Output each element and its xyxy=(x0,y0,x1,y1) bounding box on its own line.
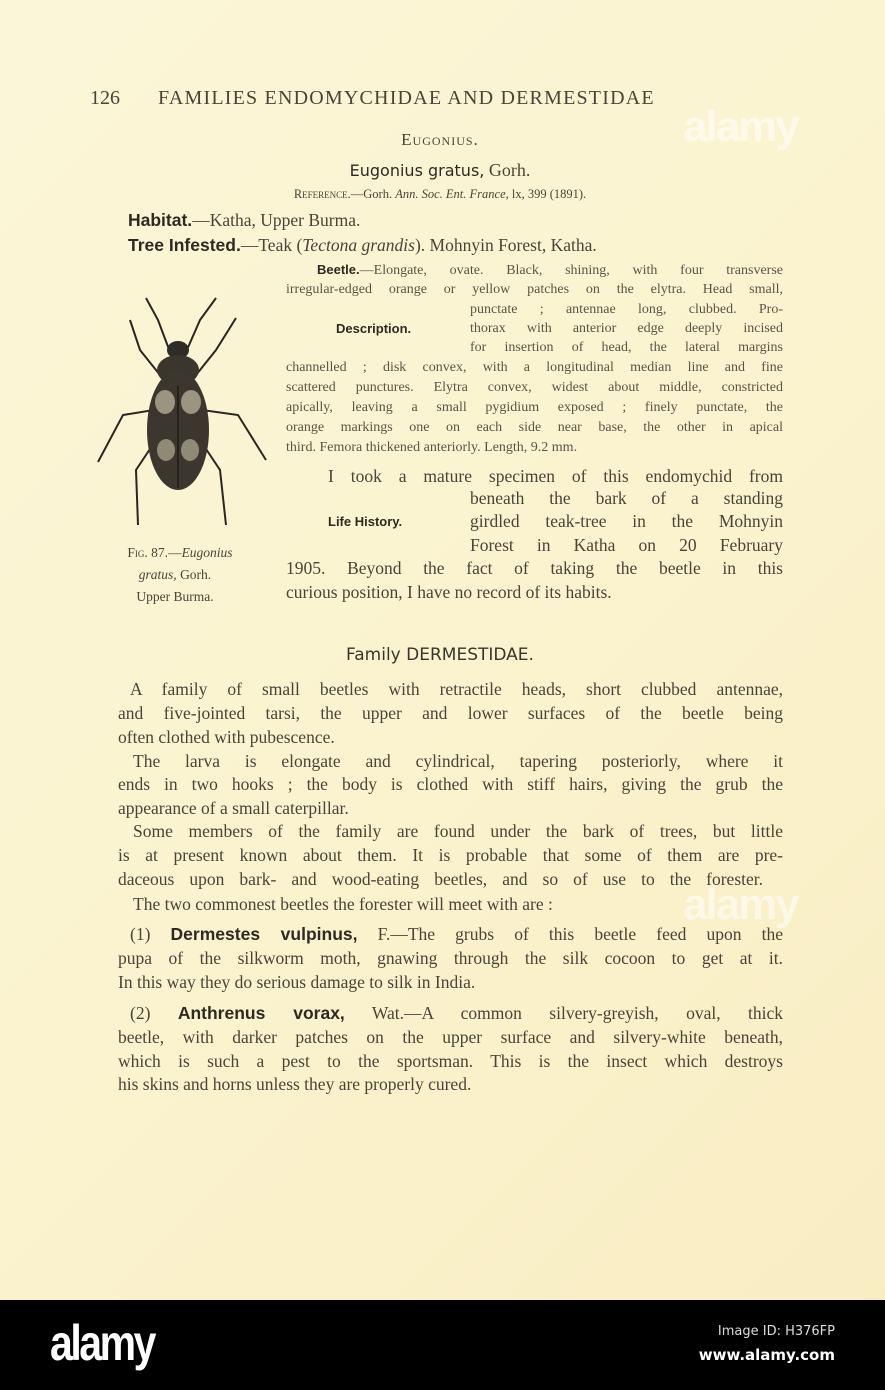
species-entry-line xyxy=(130,1002,783,1024)
beetle-label: Beetle. xyxy=(317,262,360,277)
description-line: scattered punctures. Elytra convex, widest about middle, constricted xyxy=(286,380,783,395)
species-entry-line: beetle, with darker patches on the upper surface and silvery-white beneath, xyxy=(118,1027,783,1047)
habitat-text: —Katha, Upper Burma. xyxy=(192,210,361,230)
species-heading xyxy=(240,159,640,181)
paragraph-line: and five-jointed tarsi, the upper and lower surfaces of the beetle being xyxy=(118,703,783,723)
figure-locality: Upper Burma. xyxy=(136,589,214,604)
tree-latin: Tectona grandis xyxy=(302,235,415,255)
description-line: irregular-edged orange or yellow patches on the elytra. Head small, xyxy=(286,282,783,297)
running-title: FAMILIES ENDOMYCHIDAE AND DERMESTIDAE xyxy=(158,87,655,109)
tree-label: Tree Infested. xyxy=(128,235,241,255)
paragraph-line: The two commonest beetles the forester will meet with are : xyxy=(133,894,553,914)
life-history-line: I took a mature specimen of this endomychid from xyxy=(328,466,783,486)
genus-title: Eugonius. xyxy=(401,130,479,149)
alamy-logo: alamy xyxy=(50,1315,154,1371)
paragraph-line: often clothed with pubescence. xyxy=(118,727,335,747)
life-history-line: beneath the bark of a standing xyxy=(470,488,783,508)
figure-genus: Eugonius xyxy=(181,545,233,560)
description-line: third. Femora thickened anteriorly. Length, 9.2 mm. xyxy=(286,440,578,455)
paragraph-line: is at present known about them. It is probable that some of them are pre- xyxy=(118,845,783,865)
beetle-illustration xyxy=(88,290,273,535)
website-link[interactable]: www.alamy.com xyxy=(698,1346,835,1364)
watermark: alamy xyxy=(683,880,798,929)
species-entry-line: pupa of the silkworm moth, gnawing through the silk cocoon to get at it. xyxy=(118,948,783,968)
entry-species-name: Dermestes vulpinus, xyxy=(170,924,358,944)
species-entry-line: which is such a pest to the sportsman. This is the insect which destroys xyxy=(118,1051,783,1071)
description-line: orange markings one on each side near base, the other in apical xyxy=(286,420,783,435)
entry-text: F.—The grubs of this beetle feed upon the xyxy=(357,924,783,944)
entry-number: (2) xyxy=(130,1003,178,1023)
reference-author: —Gorh. xyxy=(350,187,396,201)
habitat-line xyxy=(128,209,360,231)
paragraph-line: daceous upon bark- and wood-eating beetles, and so of use to the forester. xyxy=(118,869,763,889)
paragraph-line: The larva is elongate and cylindrical, tapering posteriorly, where it xyxy=(133,751,783,771)
figure-species: gratus, xyxy=(138,567,177,582)
description-line: punctate ; antennae long, clubbed. Pro- xyxy=(470,302,783,317)
figure-author: Gorh. xyxy=(176,567,212,582)
description-line xyxy=(317,259,783,281)
habitat-label: Habitat. xyxy=(128,210,193,230)
description-line: apically, leaving a small pygidium exposed ; finely punctate, the xyxy=(286,400,783,415)
tree-text: —Teak ( xyxy=(240,235,303,255)
figure-label: Fig. 87.— xyxy=(127,545,182,560)
paragraph-line: ends in two hooks ; the body is clothed with stiff hairs, giving the grub the xyxy=(118,774,783,794)
species-entry-line xyxy=(130,923,783,945)
species-entry-line: his skins and horns unless they are properly cured. xyxy=(118,1074,472,1094)
species-entry-line: In this way they do serious damage to silk in India. xyxy=(118,972,476,992)
tree-infested-line xyxy=(128,234,597,256)
description-side-label: Description. xyxy=(336,321,412,336)
image-id: Image ID: H376FP xyxy=(717,1324,835,1339)
figure-caption-line-2 xyxy=(95,564,255,586)
paragraph-line: A family of small beetles with retractile heads, short clubbed antennae, xyxy=(130,679,783,699)
paragraph-line: appearance of a small caterpillar. xyxy=(118,798,349,818)
description-text: —Elongate, ovate. Black, shining, with four transverse xyxy=(359,263,783,278)
life-history-line: 1905. Beyond the fact of taking the beetle in this xyxy=(286,558,783,578)
reference-journal: Ann. Soc. Ent. France, xyxy=(395,187,509,201)
watermark: alamy xyxy=(683,102,798,151)
life-history-line: Forest in Katha on 20 February xyxy=(470,535,783,555)
species-author: Gorh. xyxy=(484,160,531,180)
species-name: Eugonius gratus, xyxy=(349,161,485,180)
figure-caption-line-1 xyxy=(95,542,265,564)
description-line: for insertion of head, the lateral margins xyxy=(470,340,783,355)
description-line: thorax with anterior edge deeply incised xyxy=(470,321,783,336)
stock-photo-footer xyxy=(0,1300,885,1390)
life-history-line: girdled teak-tree in the Mohnyin xyxy=(470,511,783,531)
life-history-line: curious position, I have no record of its habits. xyxy=(286,582,612,602)
tree-text-2: ). Mohnyin Forest, Katha. xyxy=(414,235,597,255)
page-number: 126 xyxy=(90,87,120,109)
paragraph-line: Some members of the family are found under the bark of trees, but little xyxy=(133,821,783,841)
entry-species-name: Anthrenus vorax, xyxy=(177,1003,345,1023)
reference xyxy=(190,183,690,205)
entry-number: (1) xyxy=(130,924,171,944)
entry-text: Wat.—A common silvery-greyish, oval, thick xyxy=(344,1003,783,1023)
description-line: channelled ; disk convex, with a longitudinal median line and fine xyxy=(286,360,783,375)
family-heading: Family DERMESTIDAE. xyxy=(346,645,534,665)
reference-label: Reference. xyxy=(293,187,351,201)
reference-details: lx, 399 (1891). xyxy=(508,187,587,201)
life-history-side-label: Life History. xyxy=(328,514,403,529)
